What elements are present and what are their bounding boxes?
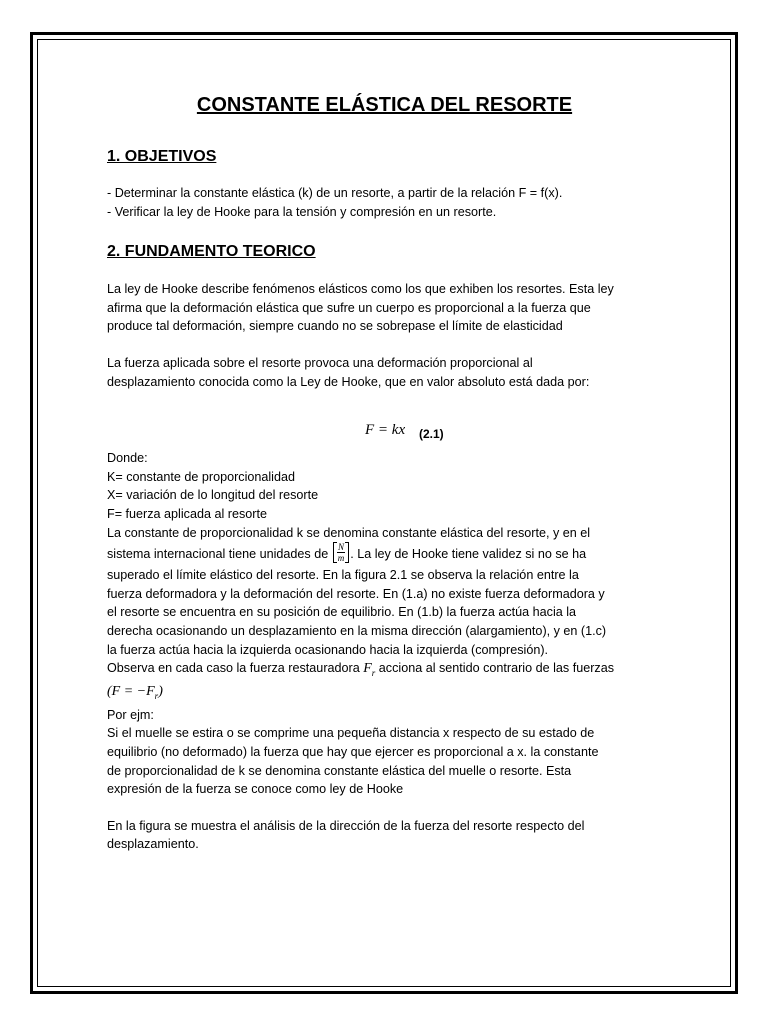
text-line: superado el límite elástico del resorte. En la figura 2.1 se observa la relación entre la bbox=[107, 568, 579, 583]
objetivo-line: - Verificar la ley de Hooke para la tensión y compresión en un resorte. bbox=[107, 204, 497, 219]
restoring-force-symbol: $F_r$ bbox=[363, 661, 376, 678]
units-denominator: m bbox=[337, 553, 345, 564]
section-heading-objetivos: 1. OBJETIVOS bbox=[107, 148, 217, 165]
text-line: fuerza deformadora y la deformación del resorte. En (1.a) no existe fuerza deformadora y bbox=[107, 586, 605, 601]
text-line: En la figura se muestra el análisis de la dirección de la fuerza del resorte respecto del bbox=[107, 818, 585, 833]
restoring-force-line bbox=[107, 659, 662, 682]
section-heading-fundamento: 2. FUNDAMENTO TEORICO bbox=[107, 243, 316, 261]
hooke-equation: F = kx bbox=[365, 422, 406, 439]
text-line: produce tal deformación, siempre cuando no se sobrepase el límite de elasticidad bbox=[107, 319, 563, 334]
text-line: acciona al sentido contrario de las fuerzas bbox=[378, 661, 615, 676]
paragraph bbox=[107, 817, 662, 854]
text-line: La fuerza aplicada sobre el resorte provoca una deformación proporcional al bbox=[107, 355, 533, 370]
units-text: . La ley de Hooke tiene validez si no se ha bbox=[350, 547, 587, 562]
text-line: de proporcionalidad de k se denomina constante elástica del muelle o resorte. Esta bbox=[107, 763, 572, 778]
text-line: F= fuerza aplicada al resorte bbox=[107, 506, 267, 521]
text-line: La ley de Hooke describe fenómenos elásticos como los que exhiben los resortes. Esta ley bbox=[107, 282, 614, 297]
text-line: equilibrio (no deformado) la fuerza que hay que ejercer es proporcional a x. la constante bbox=[107, 745, 599, 760]
text-line: desplazamiento. bbox=[107, 837, 199, 852]
text-line: afirma que la deformación elástica que sufre un cuerpo es proporcional a la fuerza que bbox=[107, 300, 591, 315]
units-text: sistema internacional tiene unidades de bbox=[107, 547, 329, 562]
text-line: desplazamiento conocida como la Ley de Hooke, que en valor absoluto está dada por: bbox=[107, 374, 590, 389]
equation-row bbox=[107, 421, 662, 449]
units-numerator: N bbox=[337, 542, 344, 553]
text-line: la fuerza actúa hacia la izquierda ocasionando hacia la izquierda (compresión). bbox=[107, 642, 549, 657]
units-line bbox=[107, 542, 662, 566]
units-fraction bbox=[333, 542, 350, 563]
text-line: el resorte se encuentra en su posición de equilibrio. En (1.b) la fuerza actúa hacia la bbox=[107, 605, 577, 620]
objetivos-list bbox=[107, 184, 662, 221]
document-title: CONSTANTE ELÁSTICA DEL RESORTE bbox=[196, 94, 573, 116]
text-line: Por ejm: bbox=[107, 707, 154, 722]
text-line: K= constante de proporcionalidad bbox=[107, 469, 295, 484]
paragraph bbox=[107, 354, 662, 391]
text-line: Donde: bbox=[107, 451, 148, 466]
text-line: Observa en cada caso la fuerza restauradora bbox=[107, 661, 360, 676]
definitions bbox=[107, 449, 662, 799]
paragraph bbox=[107, 280, 662, 336]
text-line: La constante de proporcionalidad k se denomina constante elástica del resorte, y en el bbox=[107, 525, 591, 540]
text-line: derecha ocasionando un desplazamiento en la misma dirección (alargamiento), y en (1.c) bbox=[107, 623, 607, 638]
text-line: Si el muelle se estira o se comprime una pequeña distancia x respecto de su estado de bbox=[107, 726, 595, 741]
document-body bbox=[107, 92, 662, 854]
equation-number: (2.1) bbox=[419, 427, 444, 442]
text-line: X= variación de lo longitud del resorte bbox=[107, 488, 319, 503]
restoring-force-equation: $(F = -F_r)$ bbox=[107, 684, 163, 702]
text-line: expresión de la fuerza se conoce como ley de Hooke bbox=[107, 782, 404, 797]
objetivo-line: - Determinar la constante elástica (k) de un resorte, a partir de la relación F = f(x). bbox=[107, 186, 563, 200]
